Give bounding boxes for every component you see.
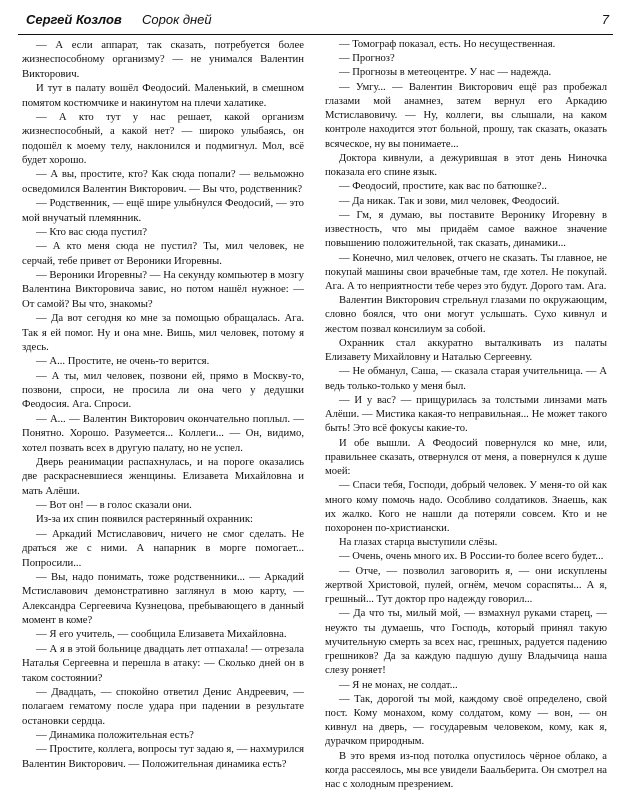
paragraph: — Так, дорогой ты мой, каждому своё определено, свой пост. Кому монахом, кому солдатом, кому — вон, — он кивнул на дверь, — государевым человеком, кому, как я, дурачком природным. xyxy=(325,693,607,748)
paragraph: — Я его учитель, — сообщила Елизавета Михайловна. xyxy=(36,628,287,641)
paragraph: — Томограф показал, есть. Но несущественная. xyxy=(339,39,556,50)
paragraph: — Аркадий Мстиславович, ничего не смог сделать. Не драться же с ними. А напарник в морге помогает... Попросили... xyxy=(22,527,304,569)
header-rule xyxy=(18,34,613,35)
paragraph: — Простите, коллега, вопросы тут задаю я, — нахмурился Валентин Викторович. — Положительная динамика есть? xyxy=(22,743,304,770)
paragraph: — Прогноз? xyxy=(339,53,395,65)
paragraph: — Конечно, мил человек, отчего не сказать. Ты главное, не покупай машины свои врачебные там, где хотел. Не покупай. Ага. А то неприятности тебе через это будут. Дорого там. Ага. xyxy=(325,252,607,292)
paragraph: — А если аппарат, так сказать, потребуется более жизнеспособному организму? — не унимался Валентин Викторович. xyxy=(22,39,304,80)
paragraph: — Не обманул, Саша, — сказала старая учительница. — А ведь только-только у меня был. xyxy=(325,366,607,392)
paragraph: — Очень, очень много их. В России-то более всего будет... xyxy=(339,551,604,563)
page-number: 7 xyxy=(601,12,609,27)
paragraph: — А я в этой больнице двадцать лет отпахала! — отрезала Наталья Сергеевна и перешла в атаку: — Сколько дней он в таком состоянии? xyxy=(22,642,304,684)
header-book-title: Сорок дней xyxy=(142,12,212,27)
right-column xyxy=(325,38,607,792)
paragraph: Из-за их спин появился растерянный охранник: xyxy=(36,513,253,526)
paragraph: — А кто тут у нас решает, какой организм жизнеспособный, а какой нет? — широко улыбаясь, он подошёл к моему телу, наклонился и подмигнул. Мол, всё будет хорошо. xyxy=(22,110,304,166)
paragraph: — А... — Валентин Викторович окончательно поплыл. — Понятно. Хорошо. Разумеется... Коллеги... — Он, видимо, хотел позвать всех в другую палату, но не успел. xyxy=(22,412,304,454)
paragraph: — Двадцать, — спокойно ответил Денис Андреевич, — полагаем гематому после удара при падении в результате остановки сердца. xyxy=(22,685,304,727)
paragraph: На глазах старца выступили слёзы. xyxy=(339,537,498,549)
paragraph: Охранник стал аккуратно выталкивать из палаты Елизавету Михайловну и Наталью Сергеевну. xyxy=(325,337,607,364)
paragraph: — Да никак. Так и зови, мил человек, Феодосий. xyxy=(339,195,560,207)
paragraph: — Динамика положительная есть? xyxy=(36,729,194,741)
paragraph: И обе вышли. А Феодосий повернулся ко мне, или, правильнее сказать, отвернулся от меня, а повернулся к душе моей: xyxy=(325,437,607,478)
paragraph: — Кто вас сюда пустил? xyxy=(36,225,148,238)
paragraph: — А ты, мил человек, позвони ей, прямо в Москву-то, позвони, спроси, не просила ли она чего у дедушки Феодосия. Ага. Спроси. xyxy=(22,369,304,411)
paragraph: — Да что ты, милый мой, — взмахнул руками старец, — неужто ты думаешь, что Господь, который принял такую мучительную смерть за всех нас, грешных, радуется падению грешников? Да за каждую падшую душу Владычица наша слезу роняет! xyxy=(325,608,607,677)
paragraph: — А кто меня сюда не пустил? Ты, мил человек, не серчай, тебе привет от Вероники Игоревны. xyxy=(22,240,304,267)
left-column xyxy=(22,38,304,771)
paragraph: — Гм, я думаю, вы поставите Веронику Игоревну в известность, что мы придаём самое важное значение повышению положительной, так сказать, динамики... xyxy=(325,209,607,250)
paragraph: И тут в палату вошёл Феодосий. Маленький, в смешном помятом костюмчике и накинутом на плечи халатике. xyxy=(22,82,304,109)
paragraph: — Отче, — позволил заговорить я, — они искуплены жертвой Христовой, пулей, огнём, мечом сораспяты... А я, грешный... Тут доктор про надежду говорил... xyxy=(325,565,607,606)
paragraph: В это время из-под потолка опустилось чёрное облако, а когда рассеялось, мы все увидели Баальберита. Он смотрел на нас с холодным презрением. xyxy=(325,750,607,791)
paragraph: — Вот он! — в голос сказали они. xyxy=(36,499,192,511)
header-author: Сергей Козлов xyxy=(26,12,122,27)
paragraph: Дверь реанимации распахнулась, и на пороге оказались две раскрасневшиеся женщины. Елизавета Михайловна и мать Алёши. xyxy=(22,455,304,497)
paragraph: — Да вот сегодня ко мне за помощью обращалась. Ага. Так я ей помог. Ну и она мне. Вишь, мил человек, потому я здесь. xyxy=(22,312,304,353)
paragraph: — А вы, простите, кто? Как сюда попали? — вельможно осведомился Валентин Викторович. — Вы что, родственник? xyxy=(22,168,304,195)
paragraph: Доктора кивнули, а дежурившая в этот день Ниночка показала его спине язык. xyxy=(325,152,607,179)
paragraph: — И у вас? — прищурилась за толстыми линзами мать Алёши. — Мистика какая-то неправильная... Не может такого быть! Это всё фокусы какие-то. xyxy=(325,394,607,435)
paragraph: — Умгу... — Валентин Викторович ещё раз пробежал глазами мой анамнез, затем вернул его Аркадию Мстиславовичу. — Ну, коллеги, вы слышали, на каком контроле находится этот больной, прошу, так сказать, оказать всяческое, ну вы понимаете... xyxy=(325,81,607,150)
running-header xyxy=(18,10,613,30)
paragraph: — Феодосий, простите, как вас по батюшке?.. xyxy=(339,181,547,193)
paragraph: — Я не монах, не солдат... xyxy=(339,679,458,691)
paragraph: — Родственник, — ещё шире улыбнулся Феодосий, — это мой внучатый племянник. xyxy=(22,197,304,224)
paragraph: — Спаси тебя, Господи, добрый человек. У меня-то ой как много кому помочь надо. Особливо солдатиков. Знаешь, как их жалко. Кого не нашли да потеряли совсем. Кто и не похоронен по-христиански. xyxy=(325,480,607,534)
paragraph: Валентин Викторович стрельнул глазами по окружающим, словно боялся, что они могут услышать. Сухо кивнул и жестом позвал консилиум за собой. xyxy=(325,295,607,335)
paragraph: — Прогнозы в метеоцентре. У нас — надежда. xyxy=(339,67,552,79)
paragraph: — А... Простите, не очень-то верится. xyxy=(36,355,210,368)
paragraph: — Вероники Игоревны? — На секунду компьютер в мозгу Валентина Викторовича завис, но потом нашёл нужное: — От самой? Вы что, знакомы? xyxy=(22,269,304,310)
paragraph: — Вы, надо понимать, тоже родственники... — Аркадий Мстиславович демонстративно заглянул в мою карту, — Александра Сергеевича Кузнецова, пребывающего в данный момент в коме? xyxy=(22,570,304,626)
